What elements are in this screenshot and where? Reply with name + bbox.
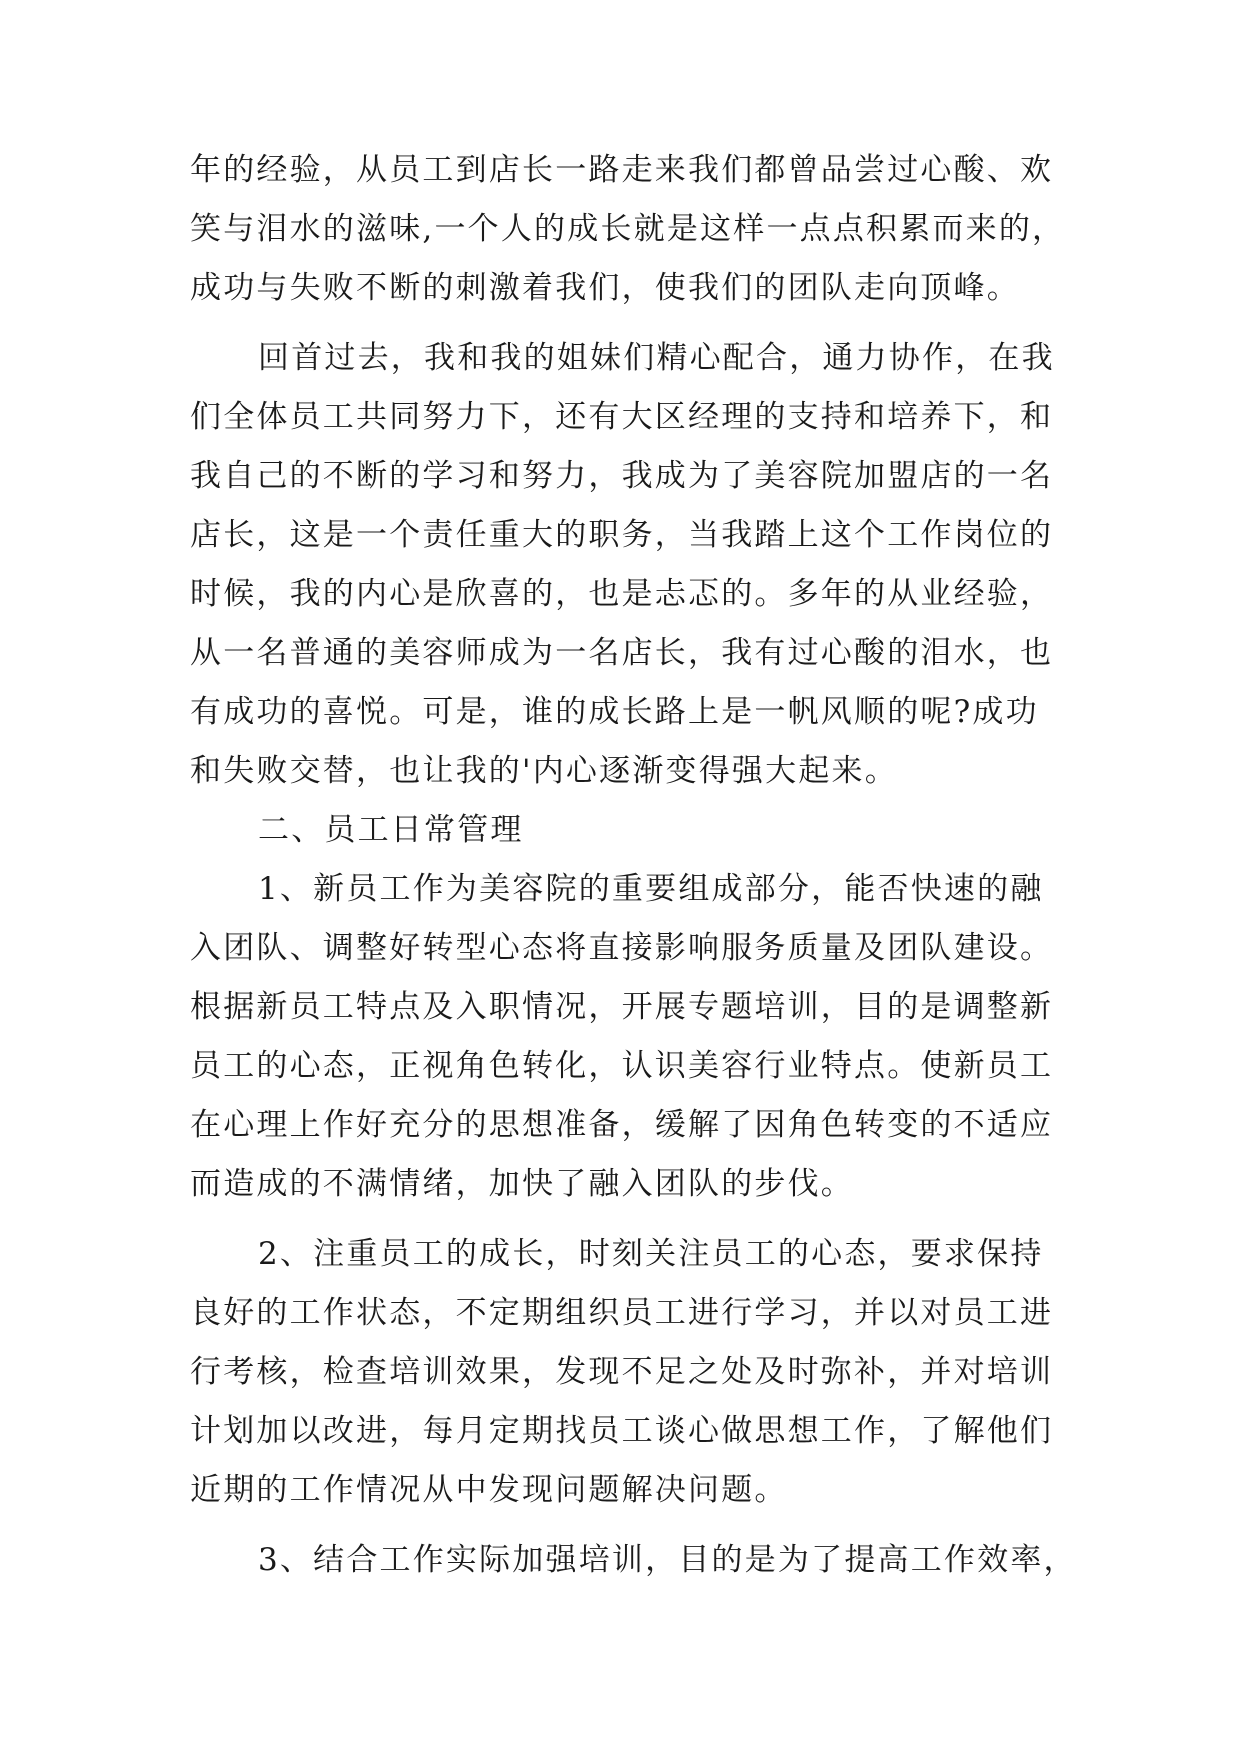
text-line: 良好的工作状态，不定期组织员工进行学习，并以对员工进 <box>190 1295 1054 1331</box>
text-line: 根据新员工特点及入职情况，开展专题培训，目的是调整新 <box>190 989 1054 1025</box>
text-line: 时候，我的内心是欣喜的，也是忐忑的。多年的从业经验， <box>190 576 1054 612</box>
paragraph-first-line: 回首过去，我和我的姐妹们精心配合，通力协作，在我 <box>258 340 1055 376</box>
text-line: 从一名普通的美容师成为一名店长，我有过心酸的泪水，也 <box>190 635 1054 671</box>
text-line: 在心理上作好充分的思想准备，缓解了因角色转变的不适应 <box>190 1107 1054 1143</box>
text-line: 而造成的不满情绪，加快了融入团队的步伐。 <box>190 1166 854 1202</box>
text-line: 行考核，检查培训效果，发现不足之处及时弥补，并对培训 <box>190 1354 1054 1390</box>
text-line: 我自己的不断的学习和努力，我成为了美容院加盟店的一名 <box>190 458 1054 494</box>
text-line: 近期的工作情况从中发现问题解决问题。 <box>190 1472 788 1508</box>
text-line: 们全体员工共同努力下，还有大区经理的支持和培养下，和 <box>190 399 1054 435</box>
text-line: 计划加以改进，每月定期找员工谈心做思想工作，了解他们 <box>190 1413 1054 1449</box>
text-line: 成功与失败不断的刺激着我们，使我们的团队走向顶峰。 <box>190 270 1020 306</box>
text-line: 年的经验，从员工到店长一路走来我们都曾品尝过心酸、欢 <box>190 152 1054 188</box>
paragraph-first-line: 2、注重员工的成长，时刻关注员工的心态，要求保持 <box>258 1236 1044 1272</box>
section-heading: 二、员工日常管理 <box>258 812 524 848</box>
text-line: 店长，这是一个责任重大的职务，当我踏上这个工作岗位的 <box>190 517 1054 553</box>
text-line: 有成功的喜悦。可是，谁的成长路上是一帆风顺的呢?成功 <box>190 694 1039 730</box>
text-line: 笑与泪水的滋味,一个人的成长就是这样一点点积累而来的， <box>190 211 1066 247</box>
paragraph-first-line: 1、新员工作为美容院的重要组成部分，能否快速的融 <box>258 871 1044 907</box>
paragraph-first-line: 3、结合工作实际加强培训，目的是为了提高工作效率， <box>258 1542 1077 1578</box>
text-line: 入团队、调整好转型心态将直接影响服务质量及团队建设。 <box>190 930 1054 966</box>
text-line: 和失败交替，也让我的'内心逐渐变得强大起来。 <box>190 753 898 789</box>
text-line: 员工的心态，正视角色转化，认识美容行业特点。使新员工 <box>190 1048 1054 1084</box>
